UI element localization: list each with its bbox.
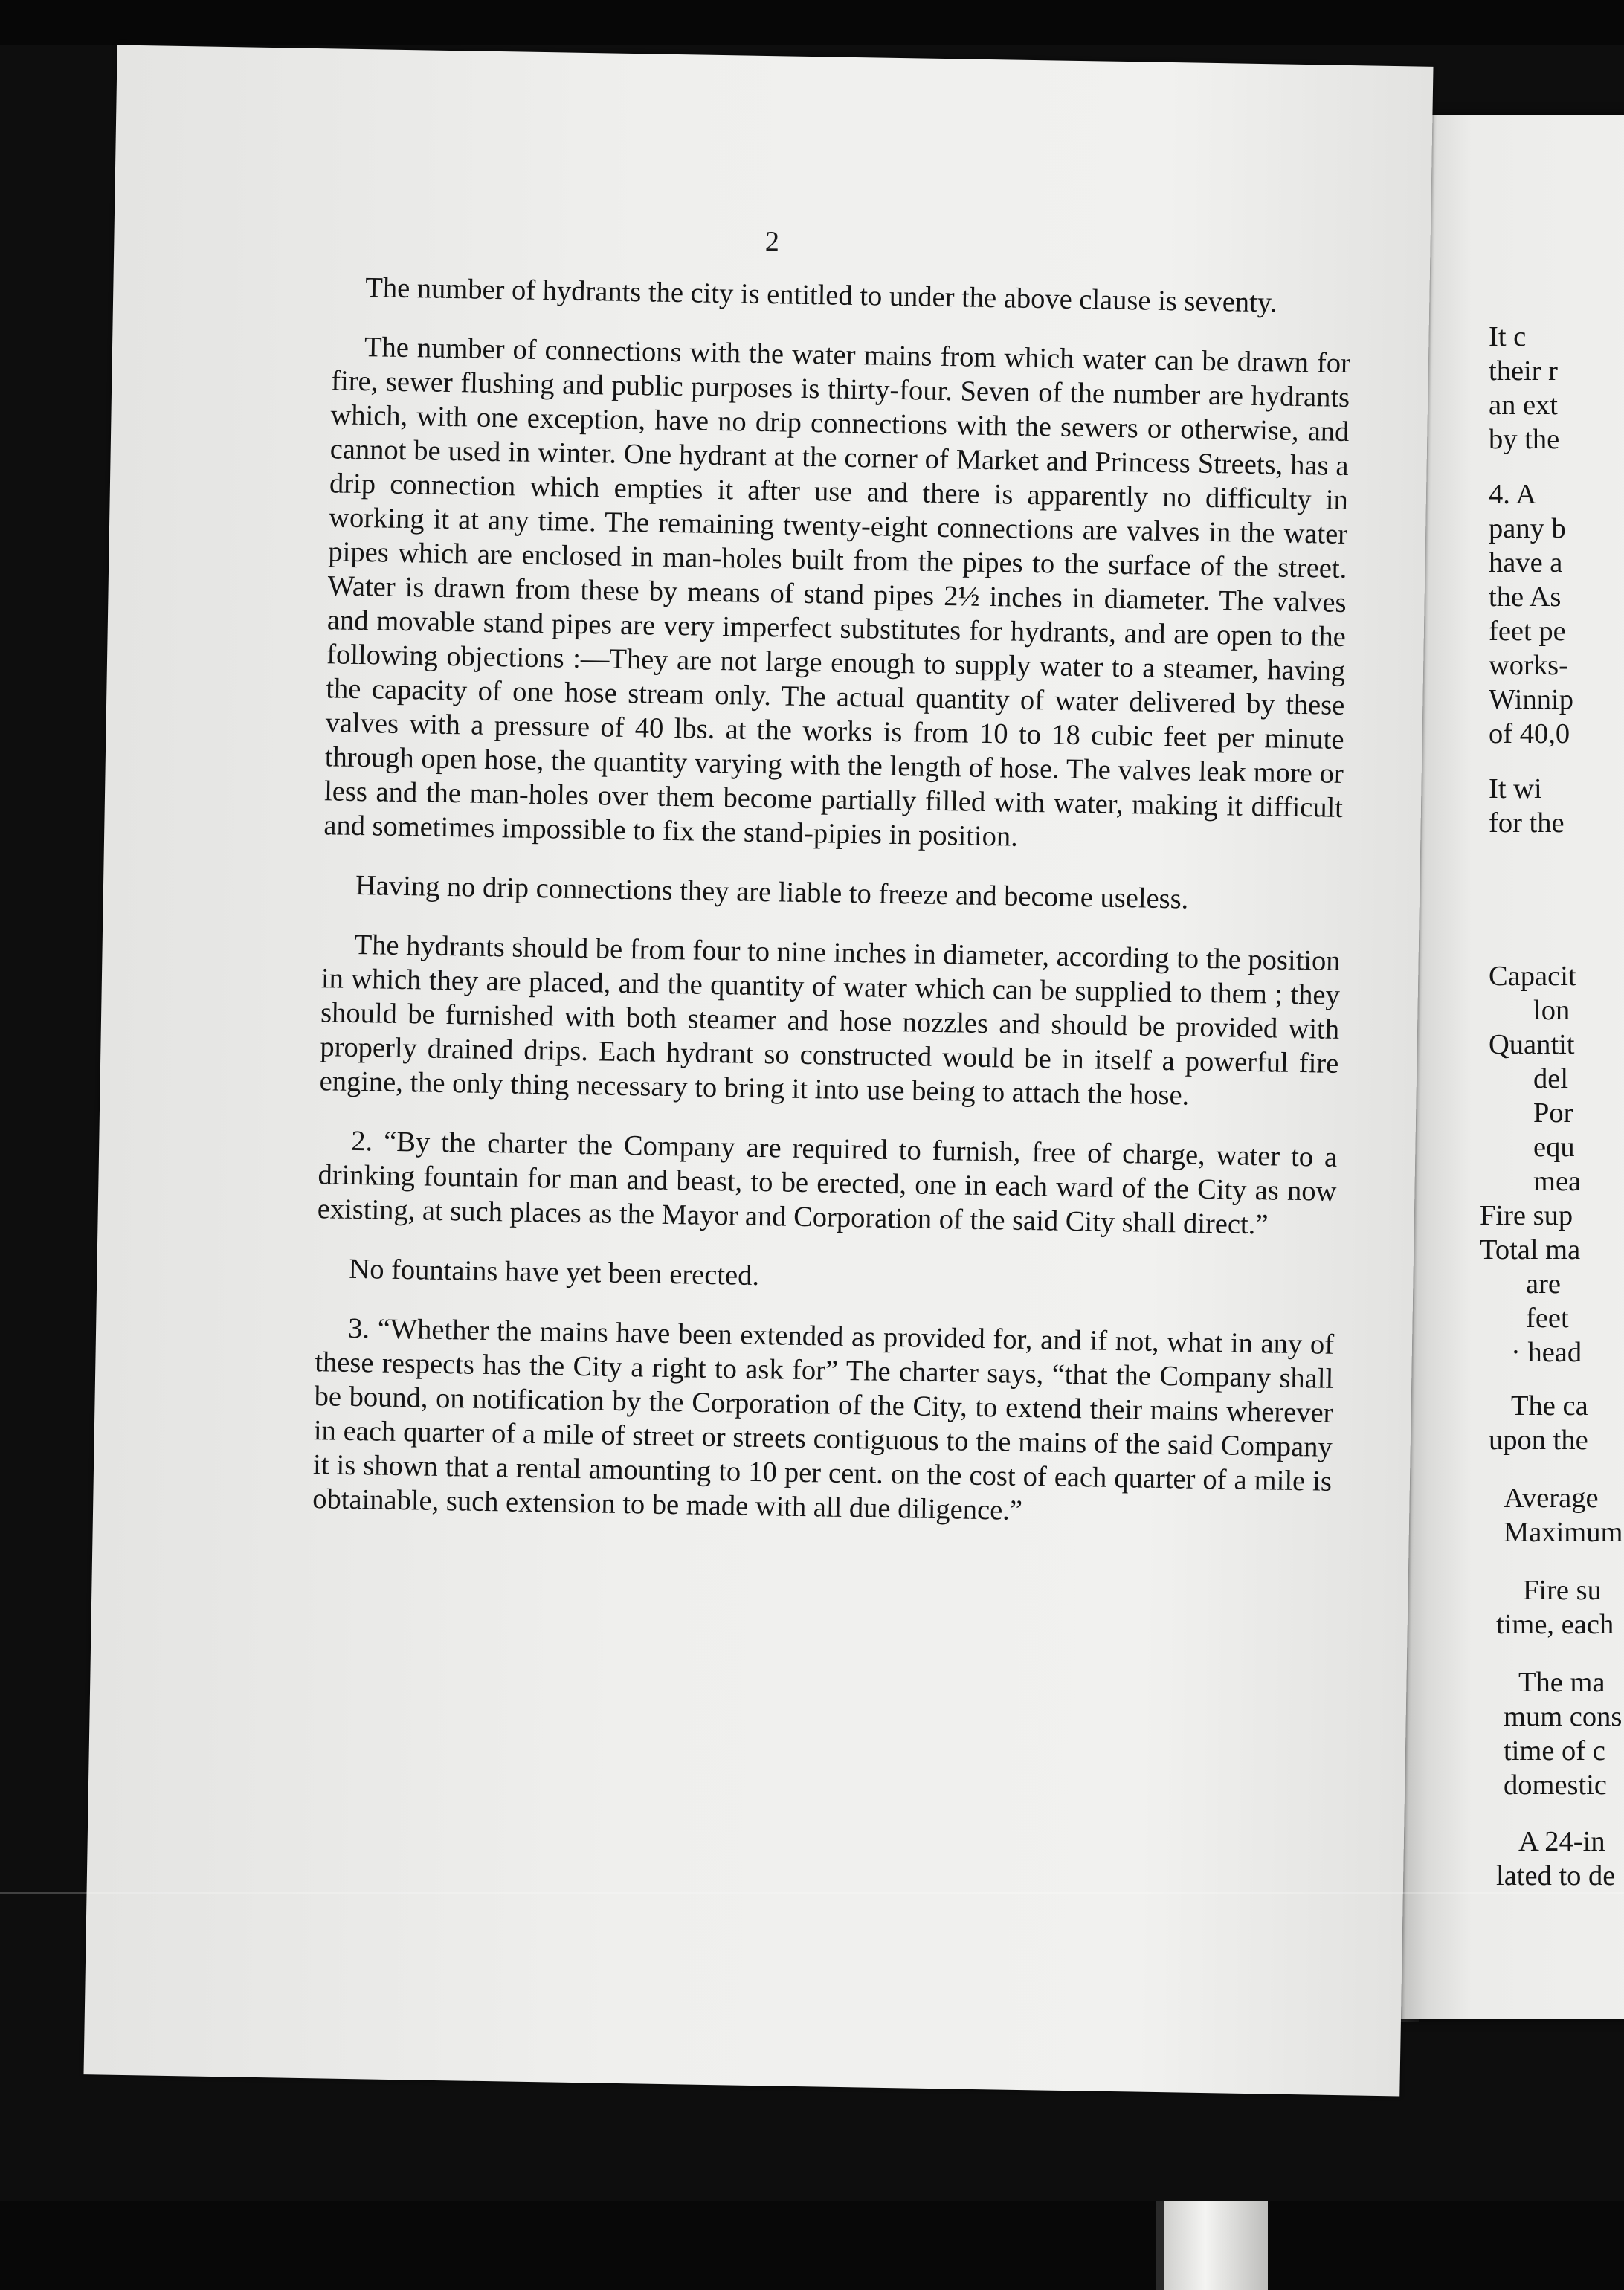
facing-text-line: 4. A	[1489, 479, 1537, 510]
binding-tab	[1156, 2201, 1268, 2290]
facing-text-line: The ca	[1511, 1390, 1588, 1422]
facing-text-line: A 24-in	[1518, 1826, 1605, 1857]
facing-text-line: domestic	[1504, 1770, 1607, 1801]
scan-streak	[0, 1892, 1624, 1894]
facing-text-line: feet	[1526, 1303, 1569, 1334]
paragraph-no-fountains: No fountains have yet been erected.	[349, 1253, 760, 1292]
facing-text-line: It wi	[1489, 773, 1542, 804]
document-page	[83, 45, 1433, 2097]
facing-text-line: for the	[1489, 807, 1565, 839]
facing-text-line: pany b	[1489, 513, 1566, 544]
facing-text-line: works-	[1489, 650, 1568, 681]
facing-text-line: The ma	[1518, 1667, 1605, 1698]
page-number: 2	[764, 225, 780, 258]
facing-text-line: Quantit	[1489, 1029, 1575, 1060]
facing-text-line: the As	[1489, 581, 1562, 613]
paragraph-hydrant-specs: The hydrants should be from four to nine inches in diameter, according to the position in which they are placed, and the quantity of water which can be supplied to them ; they should be furnished with both steamer and hose nozzles and should be provided with properly drained drips. Each hydrant so constructed would be in itself a powerful fire engine, the only thing necessary to bring it into use being to attach the hose.	[319, 929, 1341, 1112]
facing-text-line: time of c	[1504, 1735, 1605, 1767]
facing-text-line: lated to de	[1496, 1860, 1616, 1891]
paragraph-mains-extension: 3. “Whether the mains have been extended as provided for, and if not, what in any of these respects has the City a right to ask for” The charter says, “that the Company shall be bound, on notification by the Corporation of the City, to extend their mains wherever in each quarter of a mile of street or streets contiguous to the mains of the said Company it is shown that a rental amounting to 10 per cent. on the cost of each quarter of a mile is obtainable, such extension to be made with all due diligence.”	[312, 1312, 1335, 1526]
facing-text-line: Por	[1533, 1097, 1573, 1129]
facing-text-line: their r	[1489, 355, 1558, 387]
facing-text-line: Fire su	[1523, 1575, 1602, 1606]
paragraph-charter-fountains: 2. “By the charter the Company are required to furnish, free of charge, water to a drinking fountain for man and beast, to be erected, one in each ward of the City as now existing, at such places as the Mayor and Corporation of the said City shall direct.”	[317, 1125, 1338, 1241]
facing-text-line: Winnip	[1489, 684, 1573, 715]
facing-text-line: Fire sup	[1480, 1200, 1573, 1231]
page-body	[312, 270, 1351, 1558]
facing-text-line: Average	[1504, 1483, 1599, 1514]
facing-text-line: an ext	[1489, 390, 1558, 421]
facing-text-line: Maximum	[1504, 1517, 1623, 1548]
facing-text-line: equ	[1533, 1132, 1575, 1163]
facing-text-line: Capacit	[1489, 961, 1576, 992]
facing-text-line: feet pe	[1489, 616, 1566, 647]
facing-text-line: time, each	[1496, 1609, 1614, 1640]
facing-text-line: It c	[1489, 321, 1527, 352]
facing-text-line: of 40,0	[1489, 718, 1570, 749]
facing-text-line: Total ma	[1480, 1234, 1581, 1265]
facing-text-line: have a	[1489, 547, 1563, 578]
facing-text-line: · head	[1511, 1337, 1582, 1368]
facing-text-line: mea	[1533, 1166, 1582, 1197]
facing-text-line: del	[1533, 1063, 1569, 1094]
paragraph-hydrants-entitled: The number of hydrants the city is entitled to under the above clause is seventy.	[365, 272, 1277, 319]
paragraph-connections: The number of connections with the water mains from which water can be drawn for fire, sewer flushing and public purposes is thirty-four. Seven of the number are hydrants which, with one exception, have no drip connections with the sewers or otherwise, and cannot be used in winter. One hydrant at the corner of Market and Princess Streets, has a drip connection which empties it after use and there is apparently no difficulty in working it at any time. The remaining twenty-eight connections are valves in the water pipes which are enclosed in man-holes built from the pipes to the surface of the street. Water is drawn from these by means of stand pipes 2½ inches in diameter. The valves and movable stand pipes are very imperfect substitutes for hydrants, and are open to the following objections :—They are not large enough to supply water to a steamer, having the capacity of one hose stream only. The actual quantity of water delivered by these valves with a pressure of 40 lbs. at the works is from 10 to 18 cubic feet per minute through open hose, the quantity varying with the length of hose. The valves leak more or less and the man-holes over them become partially filled with water, making it difficult and sometimes impossible to fix the stand-pipies in position.	[323, 332, 1351, 853]
facing-text-line: are	[1526, 1268, 1561, 1300]
paragraph-drip-connections: Having no drip connections they are liable to freeze and become useless.	[355, 869, 1189, 915]
facing-text-line: upon the	[1489, 1425, 1588, 1456]
facing-text-line: lon	[1533, 995, 1570, 1026]
facing-text-line: mum cons	[1504, 1701, 1623, 1732]
facing-text-line: by the	[1489, 424, 1560, 455]
